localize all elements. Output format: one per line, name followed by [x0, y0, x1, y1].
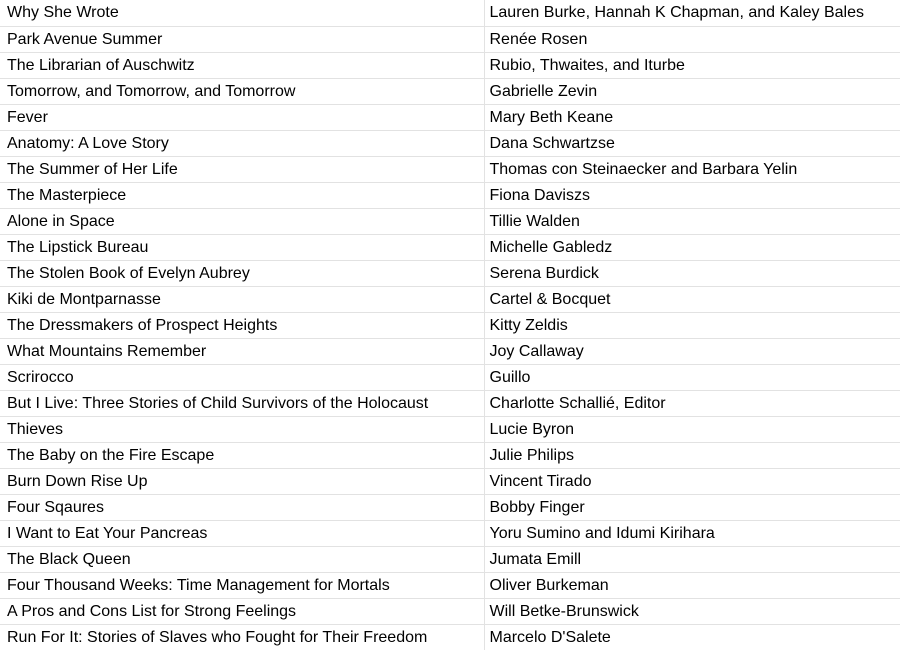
- title-cell[interactable]: Alone in Space: [0, 208, 484, 234]
- title-cell[interactable]: Tomorrow, and Tomorrow, and Tomorrow: [0, 78, 484, 104]
- title-cell[interactable]: Four Sqaures: [0, 494, 484, 520]
- table-row: [0, 468, 900, 494]
- table-row: [0, 312, 900, 338]
- author-cell[interactable]: Lauren Burke, Hannah K Chapman, and Kaley Bales: [484, 0, 900, 26]
- author-cell[interactable]: Vincent Tirado: [484, 468, 900, 494]
- title-cell[interactable]: Four Thousand Weeks: Time Management for Mortals: [0, 572, 484, 598]
- title-cell[interactable]: The Librarian of Auschwitz: [0, 52, 484, 78]
- title-cell[interactable]: The Summer of Her Life: [0, 156, 484, 182]
- table-row: [0, 104, 900, 130]
- title-cell[interactable]: Scrirocco: [0, 364, 484, 390]
- author-cell[interactable]: Dana Schwartzse: [484, 130, 900, 156]
- title-cell[interactable]: Burn Down Rise Up: [0, 468, 484, 494]
- author-cell[interactable]: Gabrielle Zevin: [484, 78, 900, 104]
- author-cell[interactable]: Guillo: [484, 364, 900, 390]
- table-row: [0, 546, 900, 572]
- table-row: [0, 0, 900, 26]
- table-row: [0, 572, 900, 598]
- author-cell[interactable]: Joy Callaway: [484, 338, 900, 364]
- table-row: [0, 156, 900, 182]
- author-cell[interactable]: Marcelo D'Salete: [484, 624, 900, 650]
- author-cell[interactable]: Fiona Daviszs: [484, 182, 900, 208]
- table-row: [0, 260, 900, 286]
- table-row: [0, 78, 900, 104]
- author-cell[interactable]: Kitty Zeldis: [484, 312, 900, 338]
- title-cell[interactable]: The Stolen Book of Evelyn Aubrey: [0, 260, 484, 286]
- table-row: [0, 130, 900, 156]
- author-cell[interactable]: Yoru Sumino and Idumi Kirihara: [484, 520, 900, 546]
- title-cell[interactable]: Park Avenue Summer: [0, 26, 484, 52]
- title-cell[interactable]: The Lipstick Bureau: [0, 234, 484, 260]
- table-row: [0, 494, 900, 520]
- title-cell[interactable]: Thieves: [0, 416, 484, 442]
- title-cell[interactable]: But I Live: Three Stories of Child Survivors of the Holocaust: [0, 390, 484, 416]
- table-row: [0, 624, 900, 650]
- table-row: [0, 182, 900, 208]
- title-cell[interactable]: The Black Queen: [0, 546, 484, 572]
- title-cell[interactable]: What Mountains Remember: [0, 338, 484, 364]
- author-cell[interactable]: Charlotte Schallié, Editor: [484, 390, 900, 416]
- author-cell[interactable]: Will Betke-Brunswick: [484, 598, 900, 624]
- author-cell[interactable]: Lucie Byron: [484, 416, 900, 442]
- title-cell[interactable]: Why She Wrote: [0, 0, 484, 26]
- table-row: [0, 286, 900, 312]
- table-row: [0, 442, 900, 468]
- author-cell[interactable]: Mary Beth Keane: [484, 104, 900, 130]
- title-cell[interactable]: Anatomy: A Love Story: [0, 130, 484, 156]
- title-cell[interactable]: The Baby on the Fire Escape: [0, 442, 484, 468]
- table-row: [0, 520, 900, 546]
- table-row: [0, 390, 900, 416]
- author-cell[interactable]: Jumata Emill: [484, 546, 900, 572]
- author-cell[interactable]: Renée Rosen: [484, 26, 900, 52]
- title-cell[interactable]: Fever: [0, 104, 484, 130]
- author-cell[interactable]: Thomas con Steinaecker and Barbara Yelin: [484, 156, 900, 182]
- author-cell[interactable]: Julie Philips: [484, 442, 900, 468]
- title-cell[interactable]: The Masterpiece: [0, 182, 484, 208]
- title-cell[interactable]: A Pros and Cons List for Strong Feelings: [0, 598, 484, 624]
- table-row: [0, 598, 900, 624]
- table-row: [0, 26, 900, 52]
- title-cell[interactable]: Run For It: Stories of Slaves who Fought for Their Freedom: [0, 624, 484, 650]
- title-cell[interactable]: Kiki de Montparnasse: [0, 286, 484, 312]
- author-cell[interactable]: Tillie Walden: [484, 208, 900, 234]
- author-cell[interactable]: Michelle Gabledz: [484, 234, 900, 260]
- table-row: [0, 208, 900, 234]
- title-cell[interactable]: I Want to Eat Your Pancreas: [0, 520, 484, 546]
- author-cell[interactable]: Rubio, Thwaites, and Iturbe: [484, 52, 900, 78]
- author-cell[interactable]: Bobby Finger: [484, 494, 900, 520]
- table-row: [0, 364, 900, 390]
- table-row: [0, 234, 900, 260]
- author-cell[interactable]: Serena Burdick: [484, 260, 900, 286]
- table-row: [0, 52, 900, 78]
- table-row: [0, 416, 900, 442]
- table-row: [0, 338, 900, 364]
- author-cell[interactable]: Cartel & Bocquet: [484, 286, 900, 312]
- author-cell[interactable]: Oliver Burkeman: [484, 572, 900, 598]
- title-cell[interactable]: The Dressmakers of Prospect Heights: [0, 312, 484, 338]
